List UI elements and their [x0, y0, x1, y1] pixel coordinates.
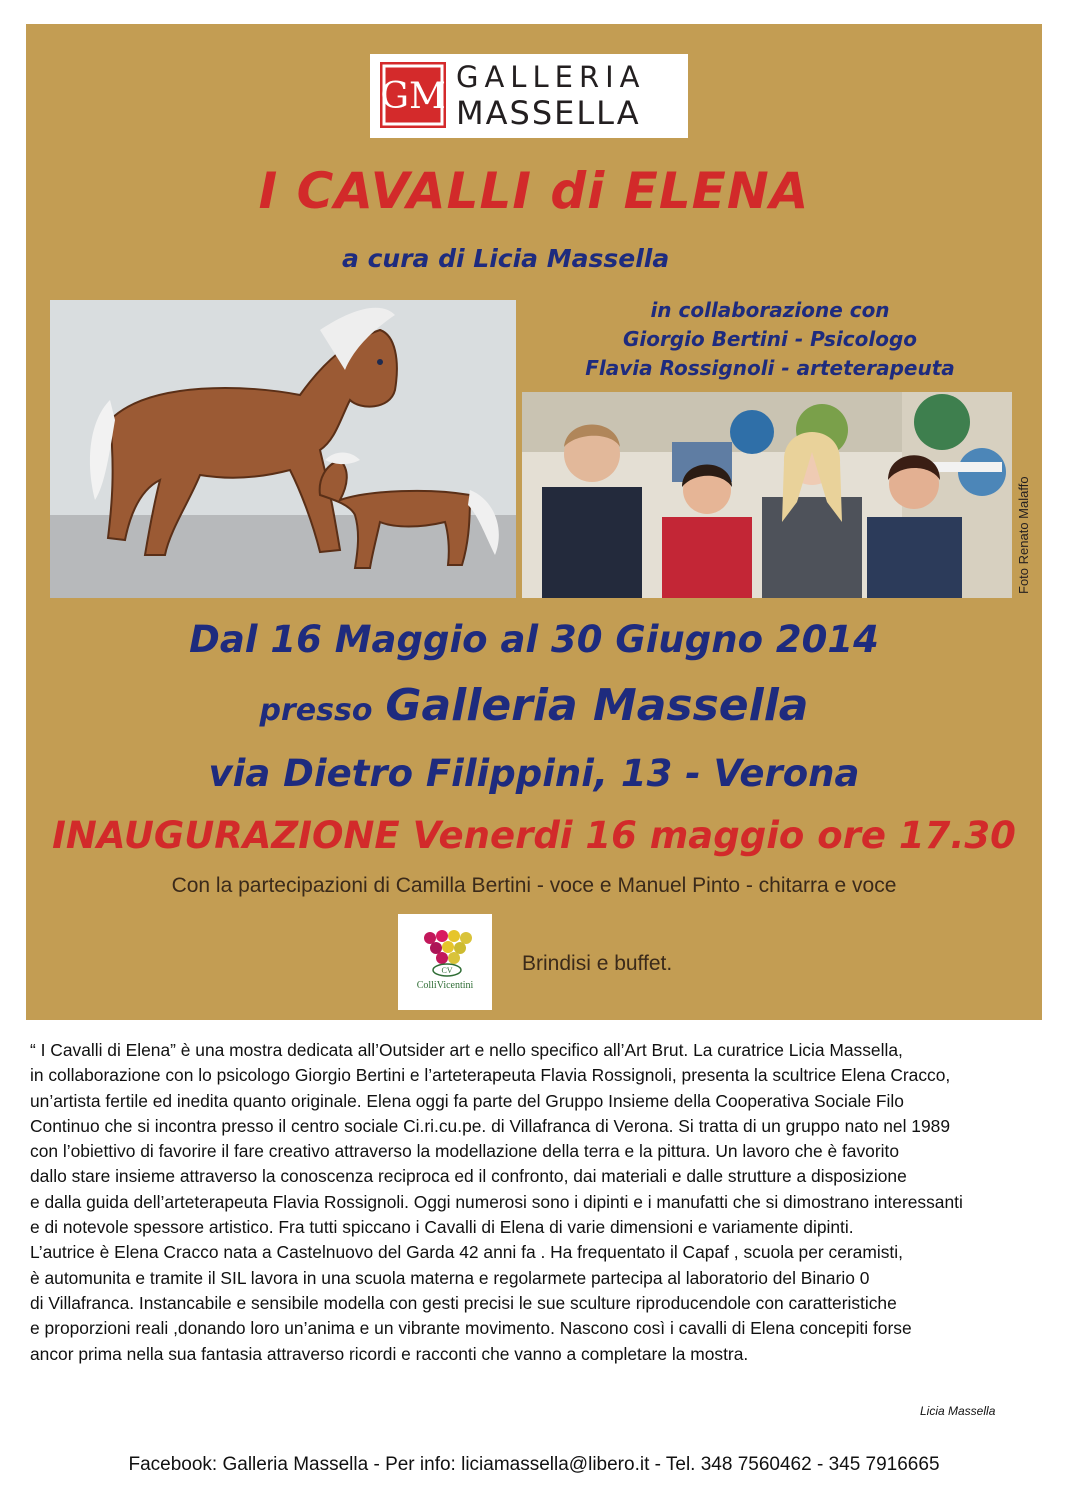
exhibition-description [30, 1038, 1046, 1367]
venue-line [26, 680, 1042, 731]
exhibition-poster [26, 24, 1042, 1020]
gallery-logo [370, 54, 688, 138]
venue-address: via Dietro Filippini, 13 - Verona [208, 752, 860, 795]
description-line: e di notevole spessore artistico. Fra tutti spiccano i Cavalli di Elena di varie dimensioni e variamente dipinti. [30, 1217, 854, 1238]
description-line: di Villafranca. Instancabile e sensibile modella con gesti precisi le sue sculture riproducendole con caratteristiche [30, 1292, 897, 1313]
contact-footer: Facebook: Galleria Massella - Per info: liciamassella@libero.it - Tel. 348 7560462 - 345 7916665 [128, 1454, 940, 1475]
logo-text-galleria: GALLERIA [456, 60, 646, 94]
description-line: L’autrice è Elena Cracco nata a Castelnuovo del Garda 42 anni fa . Ha frequentato il Capaf , scuola per ceramisti, [30, 1242, 903, 1263]
description-line: con l’obiettivo di favorire il fare creativo attraverso la modellazione della terra e la pittura. Un lavoro che è favorito [30, 1141, 899, 1162]
author-signature: Licia Massella [920, 1404, 996, 1418]
sponsor-mark: CV [441, 966, 453, 975]
exhibition-dates: Dal 16 Maggio al 30 Giugno 2014 [189, 618, 879, 661]
group-portrait-photo [522, 392, 1012, 598]
description-line: Continuo che si incontra presso il centro sociale Ci.ri.cu.pe. di Villafranca di Verona. Si tratta di un gruppo nato nel 1989 [30, 1115, 950, 1136]
opening-time: Venerdi 16 maggio ore 17.30 [412, 814, 1016, 857]
curator-line: a cura di Licia Massella [342, 244, 670, 273]
exhibition-title: I CAVALLI di ELENA [258, 162, 810, 220]
description-line: in collaborazione con lo psicologo Giorgio Bertini e l’arteterapeuta Flavia Rossignoli, presenta la scultrice Elena Cracco, [30, 1065, 951, 1086]
description-line: ancor prima nella sua fantasia attraverso ricordi e racconti che vanno a completare la mostra. [30, 1343, 749, 1364]
horse-sculptures-photo [50, 300, 516, 598]
participation-note: Con la partecipazioni di Camilla Bertini - voce e Manuel Pinto - chitarra e voce [171, 874, 897, 897]
description-line: “ I Cavalli di Elena” è una mostra dedicata all’Outsider art e nello specifico all’Art Brut. La curatrice Licia Massella, [30, 1040, 903, 1060]
description-line: e dalla guida dell’arteterapeuta Flavia Rossignoli. Oggi numerosi sono i dipinti e i manufatti che si dimostrano interessanti [30, 1191, 963, 1212]
collaboration-intro: in collaborazione con [650, 298, 890, 322]
logo-mark-text: GM [380, 76, 446, 117]
description-line: e proporzioni reali ,donando loro un’anima e un vibrante movimento. Nascono così i cavalli di Elena concepiti forse [30, 1318, 912, 1339]
collaboration-block [546, 296, 994, 383]
opening-line [26, 814, 1042, 857]
gm-monogram-icon [380, 62, 446, 128]
collaborator-art-therapist: Flavia Rossignoli - arteterapeuta [585, 356, 955, 380]
description-line: un’artista fertile ed inedita quanto originale. Elena oggi fa parte del Gruppo Insieme della Cooperativa Sociale Filo [30, 1090, 904, 1111]
description-line: è automunita e tramite il SIL lavora in una scuola materna e regolarmete partecipa al laboratorio del Binario 0 [30, 1267, 870, 1288]
logo-text-massella: MASSELLA [456, 94, 641, 132]
buffet-note: Brindisi e buffet. [522, 952, 673, 975]
photo-credit: Foto Renato Malaffo [1016, 476, 1031, 594]
opening-label: INAUGURAZIONE [52, 814, 400, 857]
description-line: dallo stare insieme attraverso la conoscenza reciproca ed il confronto, dai materiali e dalle strutture a disposizione [30, 1166, 907, 1187]
sponsor-logo [398, 914, 492, 1010]
grapes-icon [398, 914, 492, 980]
collaborator-psychologist: Giorgio Bertini - Psicologo [622, 327, 918, 351]
venue-name: Galleria Massella [385, 680, 809, 731]
sponsor-name: ColliVicentini [416, 980, 474, 991]
venue-prefix: presso [259, 693, 373, 728]
